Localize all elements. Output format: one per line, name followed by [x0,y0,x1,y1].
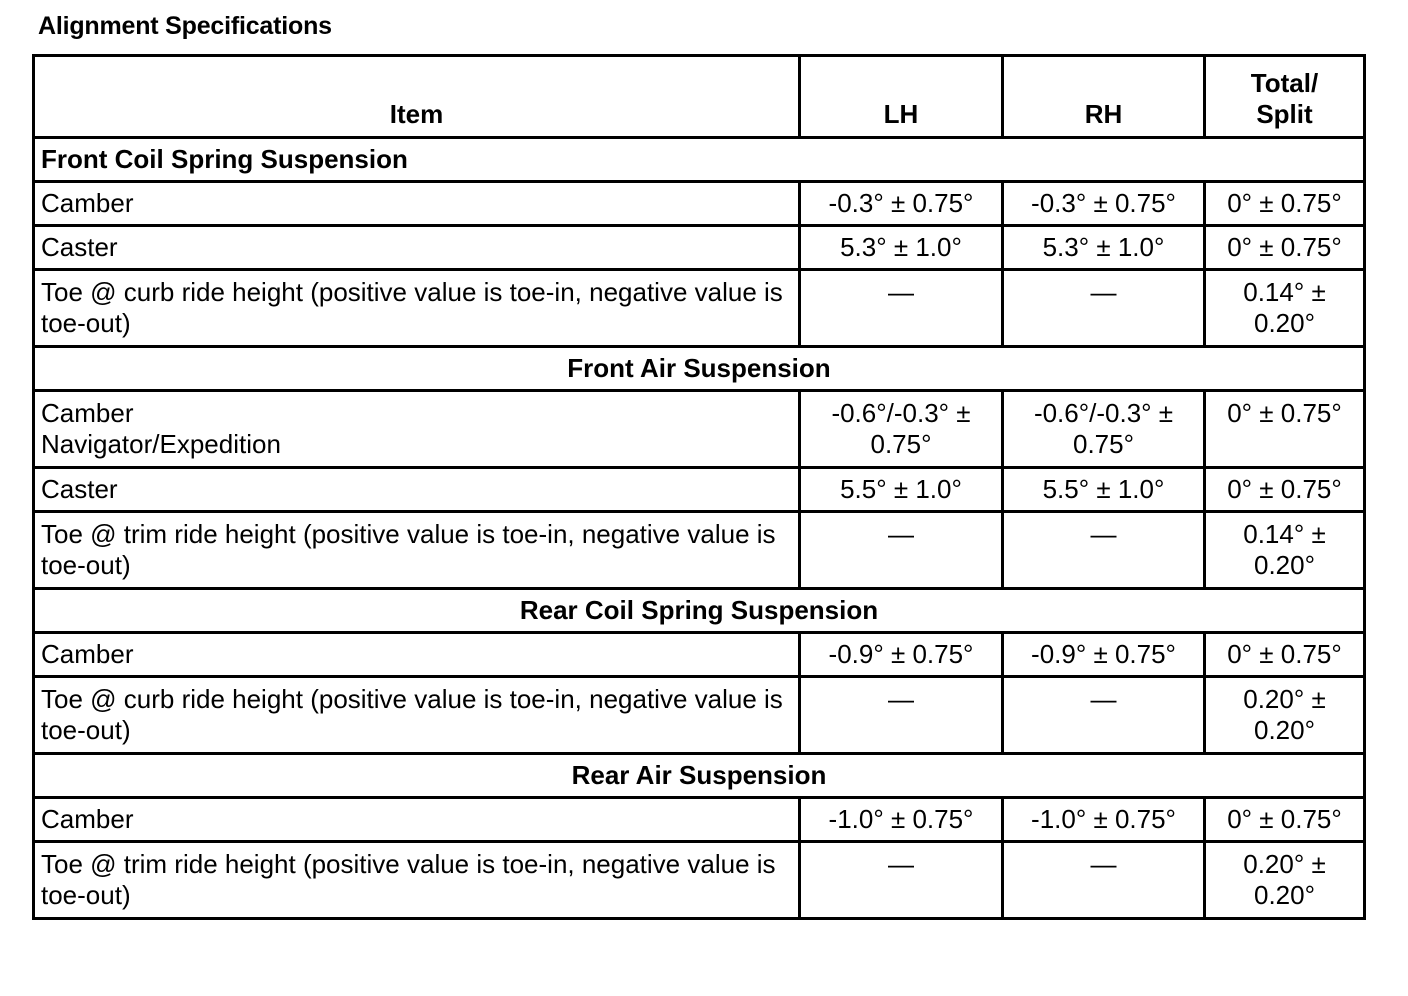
header-item: Item [34,56,800,138]
row-lh: — [800,842,1003,919]
row-total: 0° ± 0.75° [1205,182,1365,226]
row-rh: -1.0° ± 0.75° [1003,798,1205,842]
row-total: 0° ± 0.75° [1205,391,1365,468]
table-row [34,270,1365,347]
header-total-line2: Split [1256,99,1313,129]
header-total-line1: Total/ [1250,68,1319,98]
section-row [34,347,1365,391]
row-lh: — [800,512,1003,589]
section-title: Rear Air Suspension [34,754,1365,798]
row-item: Toe @ trim ride height (positive value is toe-in, negative value is toe-out) [34,842,800,919]
header-lh: LH [800,56,1003,138]
table-row [34,798,1365,842]
row-item: Toe @ curb ride height (positive value is toe-in, negative value is toe-out) [34,270,800,347]
row-rh: — [1003,842,1205,919]
row-rh: -0.3° ± 0.75° [1003,182,1205,226]
section-title: Rear Coil Spring Suspension [34,589,1365,633]
row-rh: — [1003,270,1205,347]
row-rh: 5.3° ± 1.0° [1003,226,1205,270]
table-row [34,182,1365,226]
row-rh: -0.9° ± 0.75° [1003,633,1205,677]
header-row [34,56,1365,138]
row-lh: — [800,677,1003,754]
row-lh: 5.3° ± 1.0° [800,226,1003,270]
row-item: Caster [34,226,800,270]
row-rh: — [1003,677,1205,754]
row-lh: -0.3° ± 0.75° [800,182,1003,226]
table-row [34,468,1365,512]
row-rh: — [1003,512,1205,589]
section-row [34,754,1365,798]
row-item: Camber [34,633,800,677]
table-row [34,226,1365,270]
row-lh: — [800,270,1003,347]
row-rh: -0.6°/-0.3° ± 0.75° [1003,391,1205,468]
header-rh: RH [1003,56,1205,138]
section-row [34,589,1365,633]
row-item: Toe @ trim ride height (positive value is toe-in, negative value is toe-out) [34,512,800,589]
row-total: 0.20° ± 0.20° [1205,842,1365,919]
section-title: Front Air Suspension [34,347,1365,391]
row-item: Toe @ curb ride height (positive value is toe-in, negative value is toe-out) [34,677,800,754]
table-row [34,391,1365,468]
row-lh: -0.9° ± 0.75° [800,633,1003,677]
page-title: Alignment Specifications [38,12,332,40]
row-item: Camber Navigator/Expedition [34,391,800,468]
section-row [34,138,1365,182]
section-title: Front Coil Spring Suspension [34,138,1365,182]
row-rh: 5.5° ± 1.0° [1003,468,1205,512]
row-lh: -0.6°/-0.3° ± 0.75° [800,391,1003,468]
header-total-split [1205,56,1365,138]
row-lh: -1.0° ± 0.75° [800,798,1003,842]
table-row [34,677,1365,754]
row-total: 0° ± 0.75° [1205,226,1365,270]
row-total: 0.20° ± 0.20° [1205,677,1365,754]
row-total: 0.14° ± 0.20° [1205,270,1365,347]
alignment-spec-table [32,54,1366,920]
row-item: Camber [34,798,800,842]
row-total: 0.14° ± 0.20° [1205,512,1365,589]
row-total: 0° ± 0.75° [1205,633,1365,677]
table-row [34,842,1365,919]
row-item: Camber [34,182,800,226]
row-total: 0° ± 0.75° [1205,798,1365,842]
row-lh: 5.5° ± 1.0° [800,468,1003,512]
row-total: 0° ± 0.75° [1205,468,1365,512]
row-item: Caster [34,468,800,512]
table-row [34,633,1365,677]
table-row [34,512,1365,589]
